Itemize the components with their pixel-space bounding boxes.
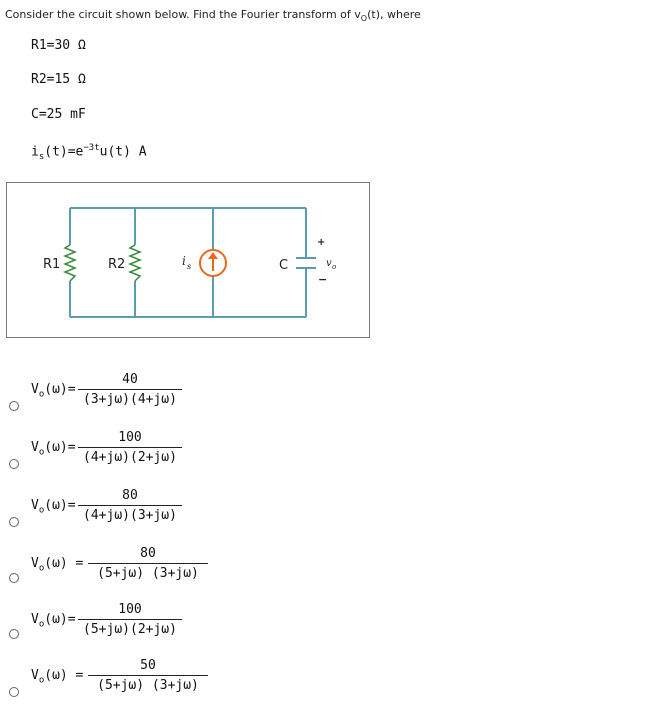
- option-3-fraction: [78, 488, 182, 523]
- vo-label-sub: o: [332, 263, 337, 271]
- r2-label: R2: [108, 257, 126, 272]
- option-5-denominator: (5+jω)(2+jω): [78, 619, 182, 637]
- option-2-radio[interactable]: [9, 459, 19, 469]
- option-4-lhs: $V_o(\omega)$ =: [31, 556, 84, 574]
- circuit-svg: [7, 183, 369, 337]
- option-5[interactable]: [0, 602, 400, 662]
- option-6[interactable]: [0, 658, 400, 718]
- source-label-sub: s: [187, 262, 192, 271]
- option-4-numerator: 80: [140, 546, 156, 561]
- option-6-numerator: 50: [140, 658, 156, 673]
- option-3-numerator: 80: [122, 488, 138, 503]
- option-1-numerator: 40: [122, 372, 138, 387]
- option-1-fraction: [78, 372, 182, 407]
- option-2-numerator: 100: [118, 430, 142, 445]
- given-r2: R2=15 Ω: [31, 72, 86, 87]
- option-4[interactable]: [0, 546, 400, 606]
- vo-minus: −: [318, 273, 328, 286]
- option-2-lhs: $V_o(\omega)=$: [31, 440, 76, 458]
- option-5-radio[interactable]: [9, 629, 19, 639]
- option-2-denominator: (4+jω)(2+jω): [78, 447, 182, 465]
- option-2[interactable]: [0, 430, 400, 490]
- option-4-radio[interactable]: [9, 573, 19, 583]
- option-5-fraction: [78, 602, 182, 637]
- option-4-fraction: [88, 546, 208, 581]
- option-3[interactable]: [0, 488, 400, 548]
- vo-plus: +: [317, 237, 326, 248]
- option-1-radio[interactable]: [9, 401, 19, 411]
- given-c: C=25 mF: [31, 107, 86, 122]
- source-label: i: [182, 254, 186, 268]
- circuit-diagram: [6, 182, 370, 338]
- option-6-fraction: [88, 658, 208, 693]
- option-5-lhs: $V_o(\omega)=$: [31, 612, 76, 630]
- r2-resistor: [130, 245, 140, 281]
- option-5-numerator: 100: [118, 602, 142, 617]
- option-6-denominator: (5+jω) (3+jω): [88, 675, 208, 693]
- option-3-denominator: (4+jω)(3+jω): [78, 505, 182, 523]
- cap-label: C: [279, 258, 289, 273]
- option-2-fraction: [78, 430, 182, 465]
- question-text: Consider the circuit shown below. Find the Fourier transform of $v_O(t)$, where: [5, 8, 421, 24]
- option-1[interactable]: [0, 372, 400, 432]
- given-r1: R1=30 Ω: [31, 38, 86, 53]
- option-1-denominator: (3+jω)(4+jω): [78, 389, 182, 407]
- option-3-radio[interactable]: [9, 517, 19, 527]
- r1-resistor: [65, 245, 75, 281]
- given-source: $i_s(t)=e^{-3t}u(t)$ A: [31, 143, 147, 162]
- option-6-radio[interactable]: [9, 687, 19, 697]
- r1-label: R1: [43, 257, 61, 272]
- option-3-lhs: $V_o(\omega)=$: [31, 498, 76, 516]
- option-6-lhs: $V_o(\omega)$ =: [31, 668, 84, 686]
- option-4-denominator: (5+jω) (3+jω): [88, 563, 208, 581]
- vo-label: v: [326, 258, 332, 269]
- option-1-lhs: $V_o(\omega)=$: [31, 382, 76, 400]
